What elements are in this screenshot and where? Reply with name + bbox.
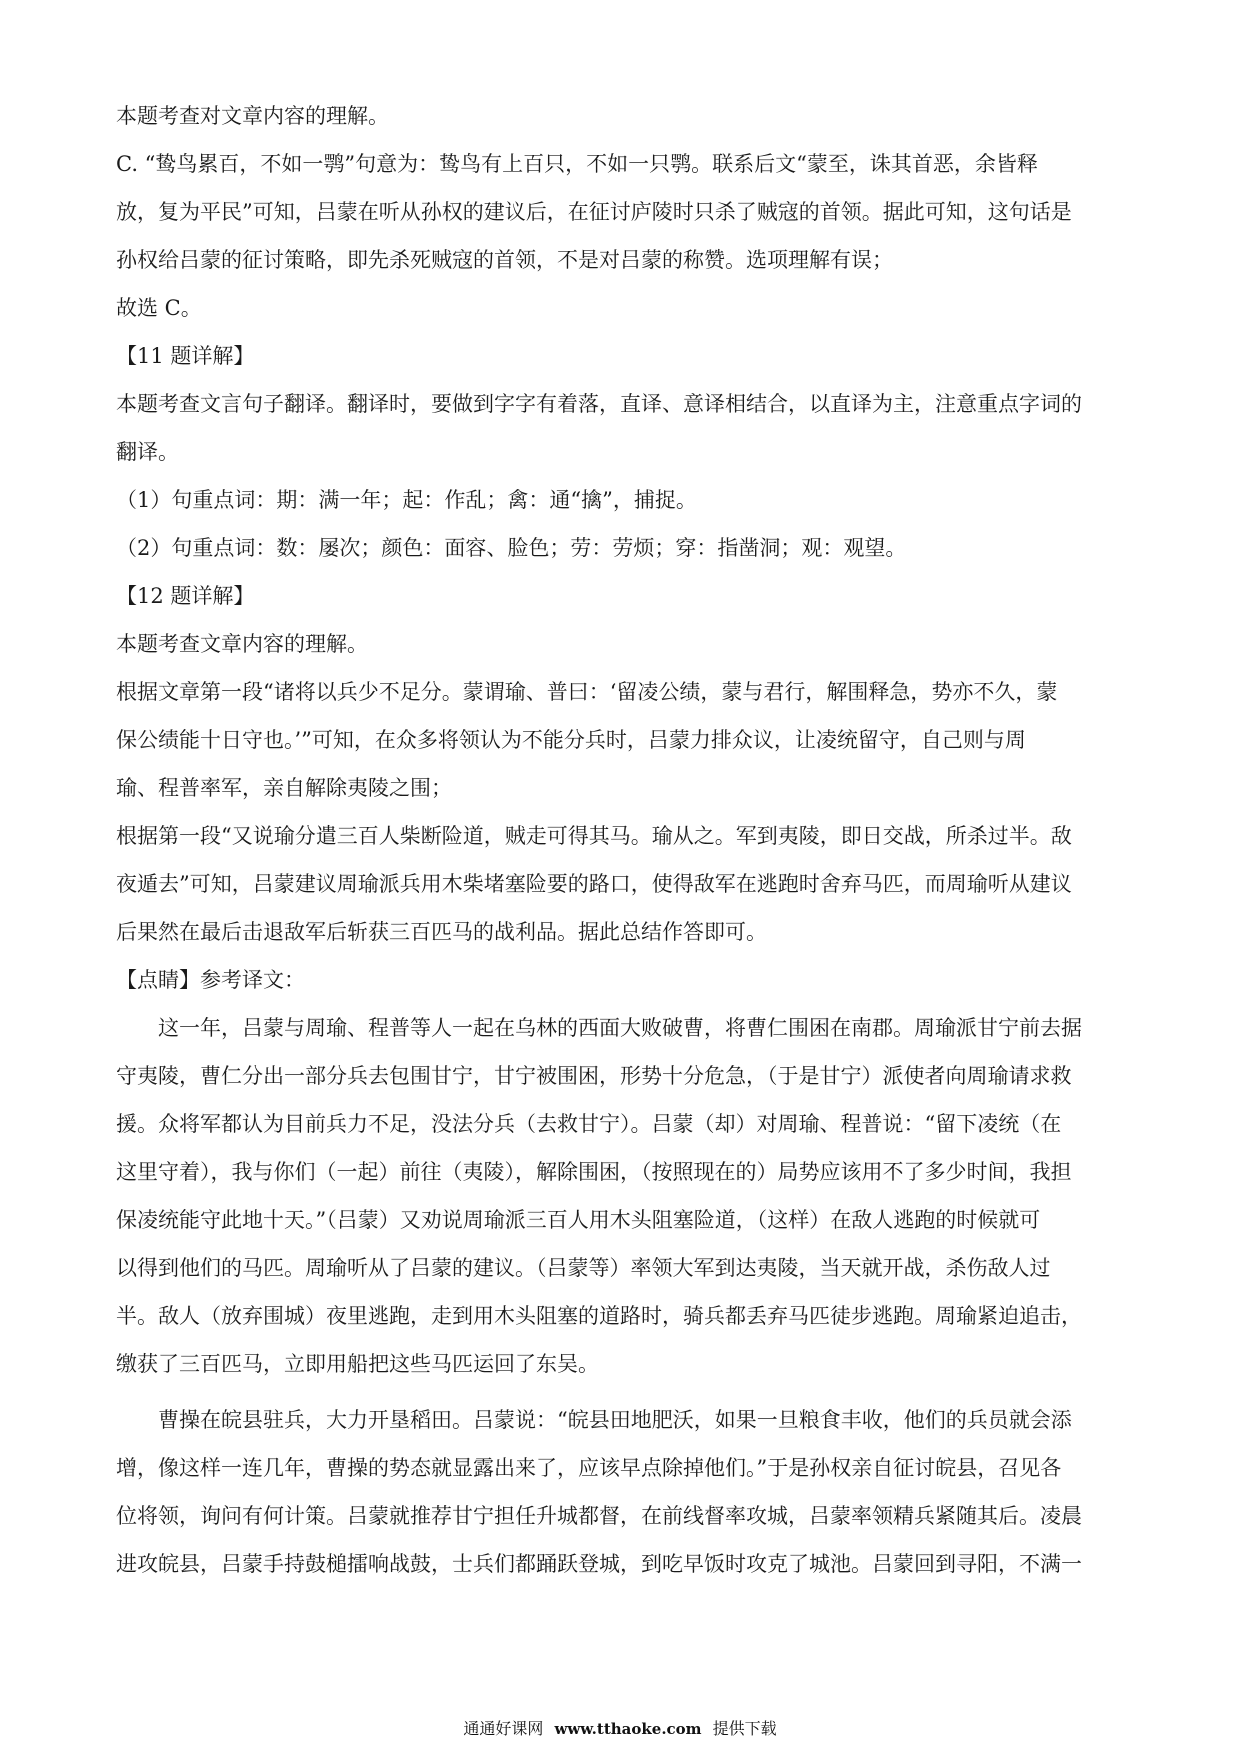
text-line: 这里守着），我与你们（一起）前往（夷陵），解除围困，（按照现在的）局势应该用不了多少时间，我担 bbox=[116, 1160, 1072, 1184]
text-line: （1）句重点词：期：满一年；起：作乱；禽：通“擒”，捕捉。 bbox=[116, 488, 697, 512]
text-line: 放，复为平民”可知，吕蒙在听从孙权的建议后，在征讨庐陵时只杀了贼寇的首领。据此可知，这句话是 bbox=[116, 200, 1072, 224]
text-line: 故选 C。 bbox=[116, 296, 202, 320]
text-line: 保公绩能十日守也。’”可知，在众多将领认为不能分兵时，吕蒙力排众议，让凌统留守，自己则与周 bbox=[116, 728, 1026, 752]
text-line: 保凌统能守此地十天。”（吕蒙）又劝说周瑜派三百人用木头阻塞险道，（这样）在敌人逃跑的时候就可 bbox=[116, 1208, 1041, 1232]
text-line: 半。敌人（放弃围城）夜里逃跑，走到用木头阻塞的道路时，骑兵都丢弃马匹徒步逃跑。周瑜紧迫追击， bbox=[116, 1304, 1082, 1328]
text-line: 瑜、程普率军，亲自解除夷陵之围； bbox=[116, 776, 452, 800]
text-line: C. “鸷鸟累百，不如一鹗”句意为：鸷鸟有上百只，不如一只鹗。联系后文“蒙至，诛其首恶，余皆释 bbox=[116, 152, 1038, 176]
section-heading-q12: 【12 题详解】 bbox=[116, 584, 255, 608]
text-line: （2）句重点词：数：屡次；颜色：面容、脸色；劳：劳烦；穿：指凿洞；观：观望。 bbox=[116, 536, 907, 560]
text-line: 位将领，询问有何计策。吕蒙就推荐甘宁担任升城都督，在前线督率攻城，吕蒙率领精兵紧随其后。凌晨 bbox=[116, 1504, 1082, 1528]
footer-site-name: 通通好课网 bbox=[463, 1719, 544, 1738]
text-line: 根据文章第一段“诸将以兵少不足分。蒙谓瑜、普曰：‘留凌公绩，蒙与君行，解围释急，势亦不久，蒙 bbox=[116, 680, 1058, 704]
text-line: 夜遁去”可知，吕蒙建议周瑜派兵用木柴堵塞险要的路口，使得敌军在逃跑时舍弃马匹，而周瑜听从建议 bbox=[116, 872, 1072, 896]
text-line: 后果然在最后击退敌军后斩获三百匹马的战利品。据此总结作答即可。 bbox=[116, 920, 767, 944]
text-line: 曹操在皖县驻兵，大力开垦稻田。吕蒙说：“皖县田地肥沃，如果一旦粮食丰收，他们的兵员就会添 bbox=[158, 1408, 1072, 1432]
footer-url-link[interactable]: www.tthaoke.com bbox=[554, 1720, 702, 1738]
text-line: 以得到他们的马匹。周瑜听从了吕蒙的建议。（吕蒙等）率领大军到达夷陵，当天就开战，杀伤敌人过 bbox=[116, 1256, 1051, 1280]
text-line: 这一年，吕蒙与周瑜、程普等人一起在乌林的西面大败破曹，将曹仁围困在南郡。周瑜派甘宁前去据 bbox=[158, 1016, 1082, 1040]
page-footer bbox=[0, 1716, 1240, 1739]
text-line: 进攻皖县，吕蒙手持鼓槌擂响战鼓，士兵们都踊跃登城，到吃早饭时攻克了城池。吕蒙回到寻阳，不满一 bbox=[116, 1552, 1082, 1576]
text-line: 本题考查文言句子翻译。翻译时，要做到字字有着落，直译、意译相结合，以直译为主，注意重点字词的 bbox=[116, 392, 1082, 416]
text-line: 本题考查文章内容的理解。 bbox=[116, 632, 368, 656]
text-line: 本题考查对文章内容的理解。 bbox=[116, 104, 389, 128]
analysis-section bbox=[116, 92, 1126, 1004]
text-line: 缴获了三百匹马，立即用船把这些马匹运回了东吴。 bbox=[116, 1352, 599, 1376]
section-heading-q11: 【11 题详解】 bbox=[116, 344, 255, 368]
text-line: 增，像这样一连几年，曹操的势态就显露出来了，应该早点除掉他们。”于是孙权亲自征讨皖县，召见各 bbox=[116, 1456, 1062, 1480]
translation-paragraph-1 bbox=[116, 1004, 1126, 1388]
text-line: 翻译。 bbox=[116, 440, 179, 464]
text-line: 援。众将军都认为目前兵力不足，没法分兵（去救甘宁）。吕蒙（却）对周瑜、程普说：“留下凌统（在 bbox=[116, 1112, 1062, 1136]
text-line: 孙权给吕蒙的征讨策略，即先杀死贼寇的首领，不是对吕蒙的称赞。选项理解有误； bbox=[116, 248, 893, 272]
translation-paragraph-2 bbox=[116, 1396, 1126, 1588]
footer-note: 提供下载 bbox=[712, 1719, 777, 1738]
document-body bbox=[116, 92, 1126, 1588]
section-heading-tips: 【点睛】参考译文： bbox=[116, 968, 305, 992]
text-line: 根据第一段“又说瑜分遣三百人柴断险道，贼走可得其马。瑜从之。军到夷陵，即日交战，所杀过半。敌 bbox=[116, 824, 1072, 848]
text-line: 守夷陵，曹仁分出一部分兵去包围甘宁，甘宁被围困，形势十分危急，（于是甘宁）派使者向周瑜请求救 bbox=[116, 1064, 1072, 1088]
